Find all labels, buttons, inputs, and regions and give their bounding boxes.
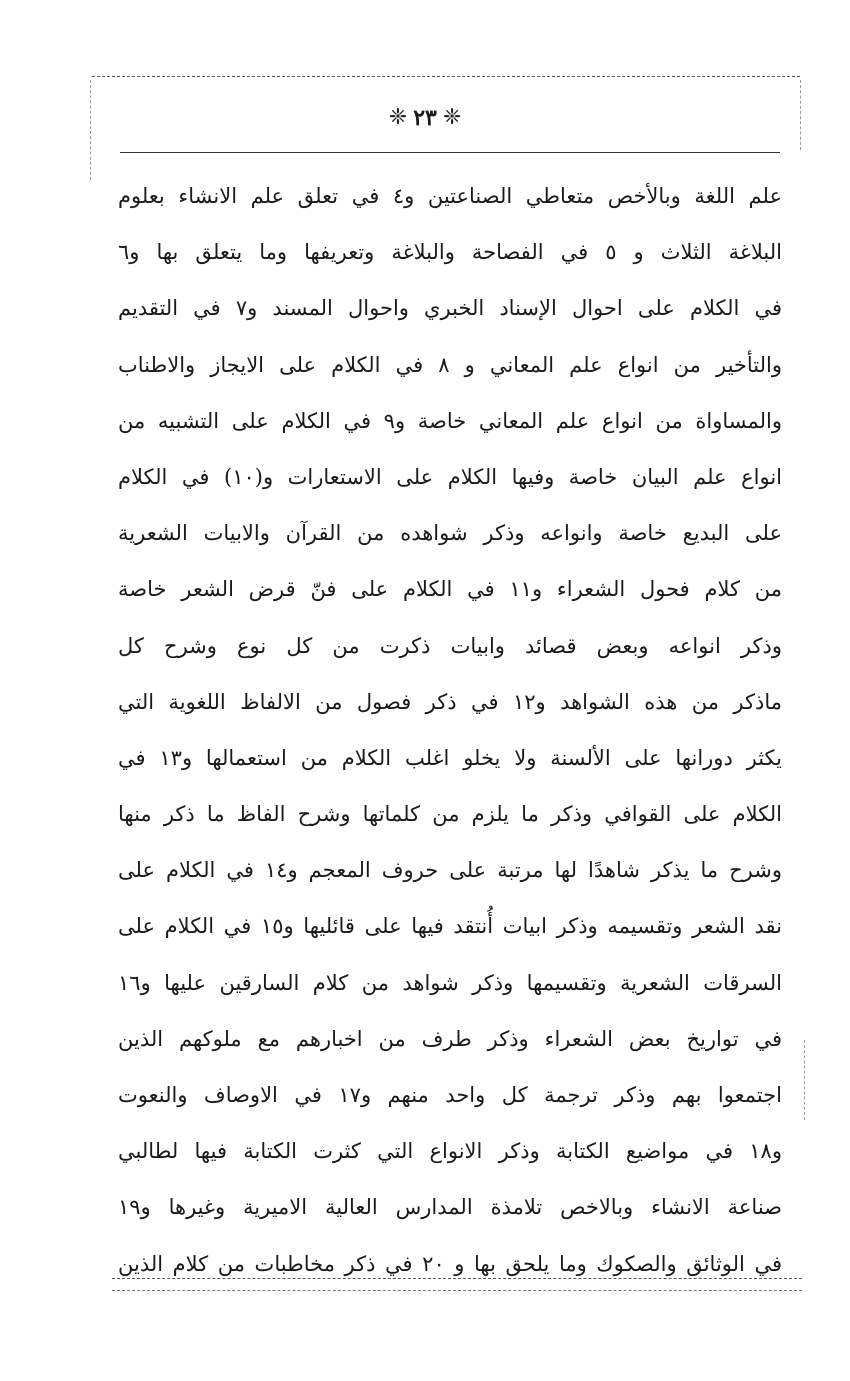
text-line: في تواريخ بعض الشعراء وذكر طرف من اخبارهم مع ملوكهم الذين <box>118 1026 782 1051</box>
body-text <box>118 168 782 1292</box>
text-line: البلاغة الثلاث و ٥ في الفصاحة والبلاغة وتعريفها وما يتعلق بها و٦ <box>118 240 782 265</box>
text-line: علم اللغة وبالأخص متعاطي الصناعتين و٤ في تعلق علم الانشاء بعلوم <box>118 184 782 208</box>
text-line: يكثر دورانها على الألسنة ولا يخلو اغلب الكلام من استعمالها و١٣ في <box>118 745 782 770</box>
text-line: في الوثائق والصكوك وما يلحق بها و ٢٠ في ذكر مخاطبات من كلام الذين <box>118 1251 782 1276</box>
right-border-rule <box>800 80 801 150</box>
text-line: والتأخير من انواع علم المعاني و ٨ في الكلام على الايجاز والاطناب <box>118 352 782 377</box>
ornament-icon: ❈ <box>388 105 408 130</box>
page-number: ٢٣ <box>413 105 437 131</box>
text-line: صناعة الانشاء وبالاخص تلامذة المدارس العالية الاميرية وغيرها و١٩ <box>118 1195 782 1220</box>
text-line: والمساواة من انواع علم المعاني خاصة و٩ في الكلام على التشبيه من <box>118 408 782 433</box>
text-line: نقد الشعر وتقسيمه وذكر ابيات أُنتقد فيها على قائليها و١٥ في الكلام على <box>118 914 782 939</box>
ornament-icon: ❈ <box>442 105 462 130</box>
text-line: اجتمعوا بهم وذكر ترجمة كل واحد منهم و١٧ في الاوصاف والنعوت <box>118 1083 782 1107</box>
text-line: وذكر انواعه وبعض قصائد وابيات ذكرت من كل نوع وشرح كل <box>118 633 782 658</box>
text-line: وشرح ما يذكر شاهدًا لها مرتبة على حروف المعجم و١٤ في الكلام على <box>118 858 782 883</box>
bottom-border-rule <box>112 1278 802 1279</box>
text-line: في الكلام على احوال الإسناد الخبري واحوال المسند و٧ في التقديم <box>118 296 782 321</box>
right-border-rule-lower <box>804 1040 805 1120</box>
page-number-header <box>350 100 500 136</box>
text-line: ماذكر من هذه الشواهد و١٢ في ذكر فصول من الالفاظ اللغوية التي <box>118 689 782 714</box>
text-line: على البديع خاصة وانواعه وذكر شواهده من القرآن والابيات الشعرية <box>118 521 782 546</box>
text-line: انواع علم البيان خاصة وفيها الكلام على الاستعارات و(١٠) في الكلام <box>118 464 782 489</box>
left-border-rule <box>90 80 91 180</box>
text-line: السرقات الشعرية وتقسيمها وذكر شواهد من كلام السارقين عليها و١٦ <box>118 970 782 995</box>
top-border-rule <box>92 76 800 77</box>
header-divider <box>120 152 780 153</box>
text-line: من كلام فحول الشعراء و١١ في الكلام على فنّ قرض الشعر خاصة <box>118 577 782 602</box>
bottom-border-rule-inner <box>112 1290 802 1291</box>
text-line: الكلام على القوافي وذكر ما يلزم من كلماتها وشرح الفاظ ما ذكر منها <box>118 802 782 827</box>
text-line: و١٨ في مواضيع الكتابة وذكر الانواع التي كثرت الكتابة فيها لطالبي <box>118 1139 782 1164</box>
